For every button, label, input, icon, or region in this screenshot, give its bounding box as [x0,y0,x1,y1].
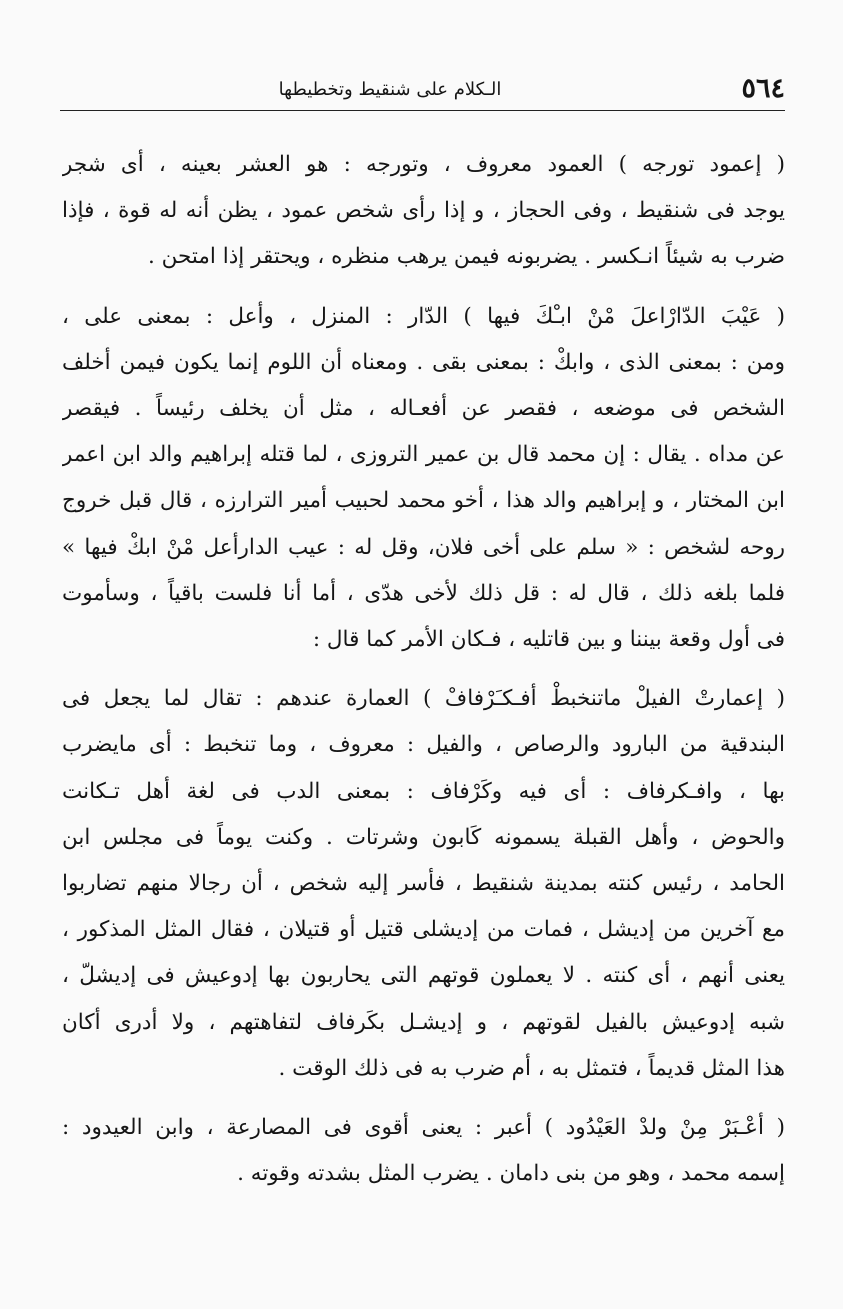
page-number: ٥٦٤ [741,73,785,104]
text-line: روحه لشخص : « سلم على أخى فلان، وقل له : عيب الدارأعل مْنْ ابكْ فيها » [62,534,785,560]
text-line: ضرب به شيئاً انـكسر . يضربونه فيمن يرهب منظره ، ويحتقر إذا امتحن . [148,244,785,270]
text-line: الحامد ، رئيس كنته بمدينة شنقيط ، فأسر إليه شخص ، أن رجالا منهم تضاربوا [62,871,785,897]
text-line: فى أول وقعة بيننا و بين قاتليه ، فـكان الأمر كما قال : [312,627,785,653]
page-header [60,72,785,112]
proverb-entry [62,676,785,1092]
header-rule [60,110,785,111]
text-line: بها ، وافـكرفاف : أى فيه وكَرْفاف : بمعنى الدب فى لغة أهل تـكانت [62,778,785,804]
text-line: إسمه محمد ، وهو من بنى دامان . يضرب المثل بشدته وقوته . [237,1161,785,1187]
text-line: شبه إدوعيش بالفيل لقوتهم ، و إديشـل بكَرفاف لتفاهتهم ، ولا أدرى أكان [62,1009,785,1035]
text-line: ابن المختار ، و إبراهيم والد هذا ، أخو محمد لحبيب أمير الترارزه ، قال قبل خروج [62,488,785,514]
text-line: هذا المثل قديماً ، فتمثل به ، أم ضرب به فى ذلك الوقت . [278,1055,785,1081]
proverb-entry [62,294,785,664]
text-line: يوجد فى شنقيط ، وفى الحجاز ، و إذا رأى شخص عمود ، يظن أنه له قوة ، فإذا [62,198,785,224]
text-line: ( إعمود تورجه ) العمود معروف ، وتورجه : هو العشر بعينه ، أى شجر [62,152,785,177]
text-line: ومن : بمعنى الذى ، وابكْ : بمعنى بقى . ومعناه أن اللوم إنما يكون فيمن أخلف [62,349,785,375]
text-line: يعنى أنهم ، أى كنته . لا يعملون قوتهم التى يحاربون بها إدوعيش فى إديشلّ ، [62,963,785,989]
proverb-entry [62,1105,785,1197]
text-line: البندقية من البارود والرصاص ، والفيل : معروف ، وما تنخبط : أى مايضرب [62,732,785,758]
text-line: ( إعمارتْ الفيلْ ماتنخبطْ أفـكـَرْفافْ ) العمارة عندهم : تقال لما يجعل فى [62,686,785,712]
text-line: والحوض ، وأهل القبلة يسمونه كَابون وشرتات . وكنت يوماً فى مجلس ابن [62,824,785,850]
text-line: ( أعْـبَرْ مِنْ ولدْ العَيْدُود ) أعبر : يعنى أقوى فى المصارعة ، وابن العيدود : [62,1115,785,1141]
page-body [62,142,785,1210]
text-line: الشخص فى موضعه ، فقصر عن أفعـاله ، مثل أن يخلف رئيساً . فيقصر [62,396,785,422]
text-line: ( عَيْبَ الدّارْاعلَ مْنْ ابـْكَ فيها ) الدّار : المنزل ، وأعل : بمعنى على ، [62,303,785,329]
running-title: الـكلام على شنقيط وتخطيطها [278,79,502,100]
text-line: عن مداه . يقال : إن محمد قال بن عمير التروزى ، لما قتله إبراهيم والد ابن اعمر [62,442,785,468]
text-line: مع آخرين من إديشل ، فمات من إديشلى قتيل أو قتيلان ، فقال المثل المذكور ، [62,917,785,943]
proverb-entry [62,142,785,281]
text-line: فلما بلغه ذلك ، قال له : قل ذلك لأخى هدّى ، أما أنا فلست باقياً ، وسأموت [62,580,785,606]
